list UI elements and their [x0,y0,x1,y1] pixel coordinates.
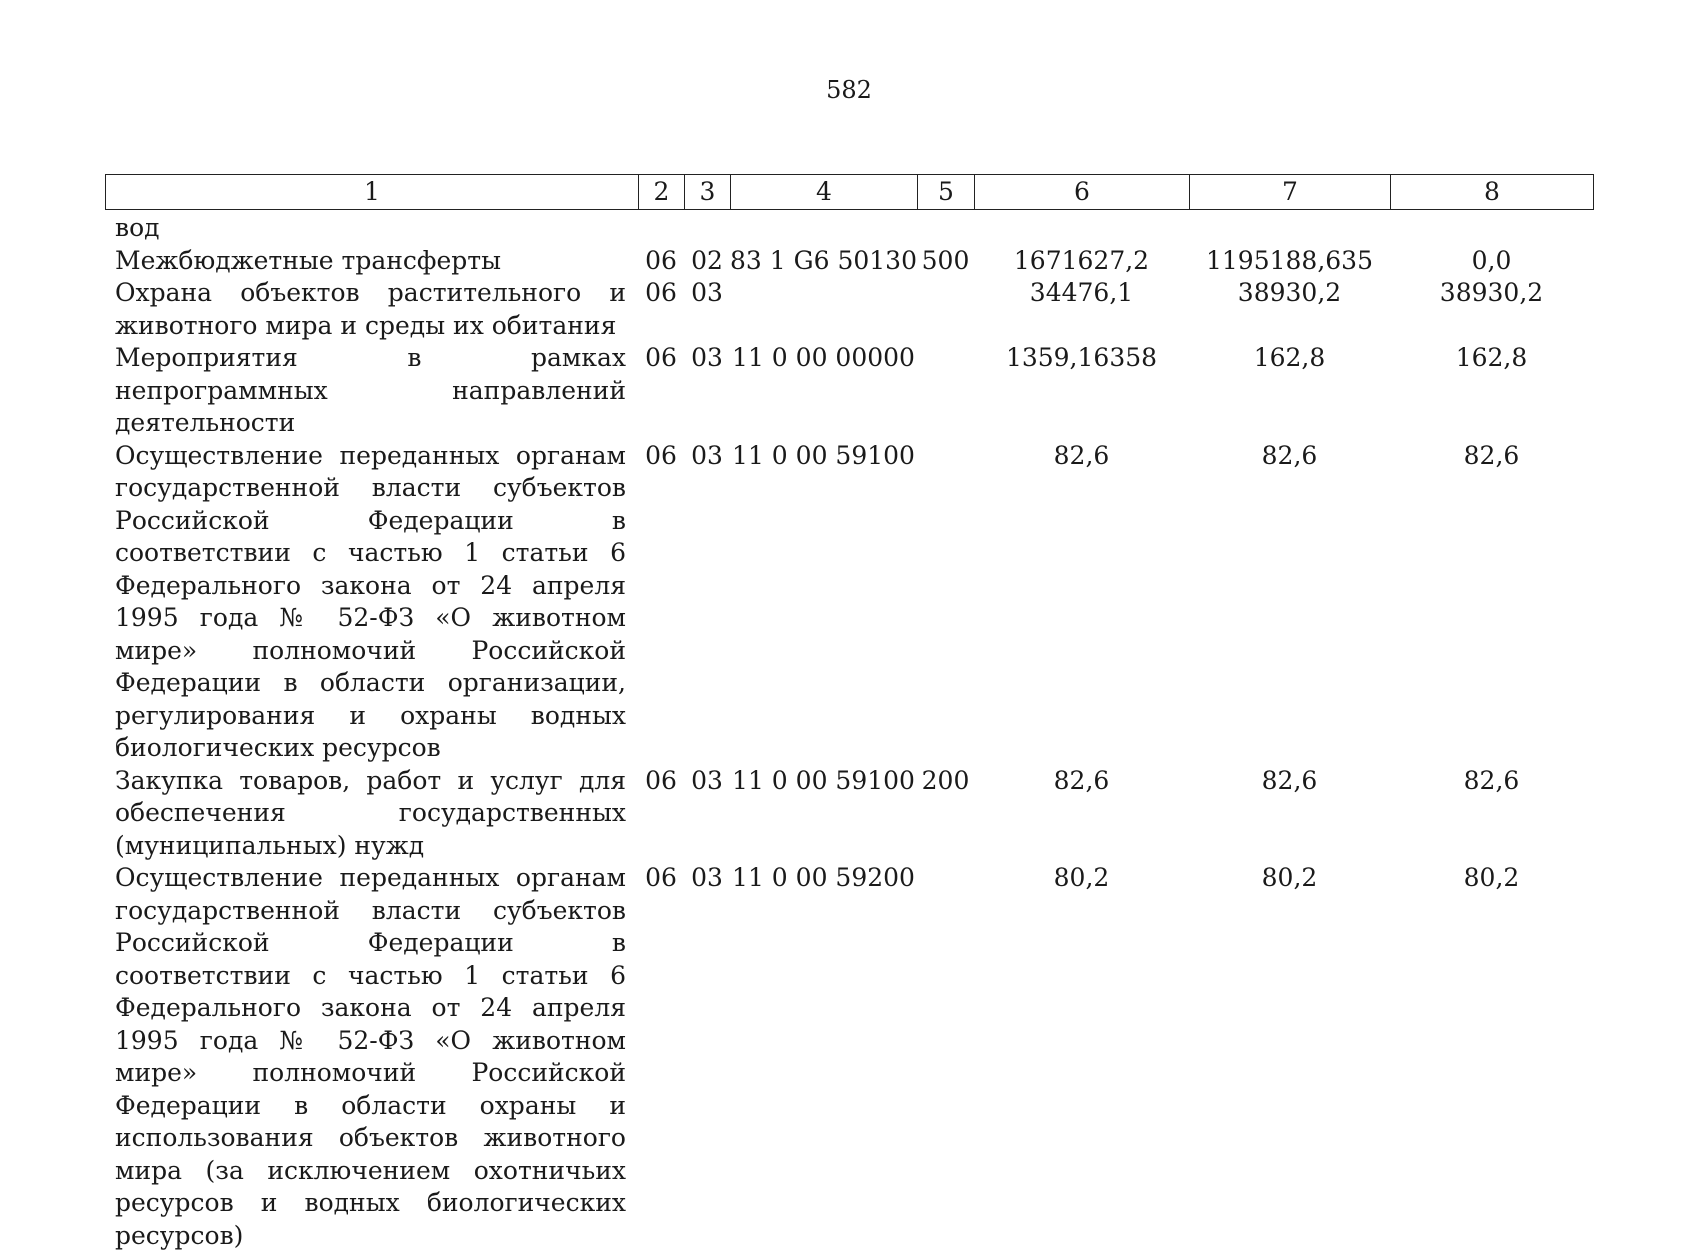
header-col-7: 7 [1190,175,1391,210]
amount-col-7: 80,2 [1261,863,1318,892]
section-code: 06 [645,278,677,307]
subsection-code: 03 [691,278,723,307]
subsection-code [684,212,730,245]
target-article: 11 0 00 59200 [732,863,915,892]
amount-col-8: 162,8 [1455,343,1528,372]
expense-type: 200 [921,765,970,795]
amount-col-7: 162,8 [1253,343,1326,372]
target-article [730,277,917,342]
table-row [105,277,1593,342]
expense-type [917,862,974,1252]
amount-col-8 [1390,212,1593,245]
header-col-2: 2 [639,175,685,210]
subsection-code: 02 [691,245,723,275]
amount-col-6: 80,2 [1053,863,1110,892]
target-article [730,212,917,245]
table-row [105,212,1593,245]
section-code: 06 [645,343,677,372]
amount-col-8: 38930,2 [1439,278,1544,307]
expense-type [917,342,974,440]
header-col-6: 6 [975,175,1190,210]
row-description: вод [115,213,160,242]
section-code: 06 [645,440,677,470]
amount-col-8: 82,6 [1463,440,1520,470]
target-article: 11 0 00 00000 [732,343,915,372]
amount-col-7: 82,6 [1261,440,1318,470]
table-row [105,765,1593,863]
amount-col-6: 1671627,2 [1013,245,1150,275]
subsection-code: 03 [691,863,723,892]
amount-col-6: 82,6 [1053,765,1110,795]
section-code: 06 [645,765,677,795]
target-article: 83 1 G6 50130 [730,245,917,275]
expense-type [917,277,974,342]
expense-type [917,212,974,245]
table-row [105,245,1593,278]
row-description: Закупка товаров, работ и услуг для обеспечения государственных (муниципальных) нужд [115,765,626,860]
target-article: 11 0 00 59100 [732,765,915,795]
amount-col-6: 82,6 [1053,440,1110,470]
row-description: Мероприятия в рамках непрограммных направлений деятельности [115,343,626,437]
section-code [638,212,684,245]
expense-type [917,440,974,765]
page-number: 582 [826,76,872,104]
column-number-header [105,174,1594,210]
amount-col-8: 82,6 [1463,765,1520,795]
target-article: 11 0 00 59100 [732,440,915,470]
amount-col-8: 80,2 [1463,863,1520,892]
header-col-1: 1 [106,175,639,210]
row-description: Осуществление переданных органам государственной власти субъектов Российской Федерации в соответствии с частью 1 статьи 6 Федерального закона от 24 апреля 1995 года № 52-ФЗ «О животном мире» полномочий Российской Федерации в области охраны и использования объектов животного мира (за исключением охотничьих ресурсов и водных биологических ресурсов) [115,863,626,1250]
table-row [105,862,1593,1252]
header-col-5: 5 [918,175,975,210]
subsection-code: 03 [691,765,723,795]
expense-type: 500 [921,245,970,275]
amount-col-7 [1189,212,1390,245]
section-code: 06 [645,245,677,275]
amount-col-6: 1359,16358 [1005,343,1158,372]
amount-col-7: 82,6 [1261,765,1318,795]
amount-col-8: 0,0 [1471,245,1512,275]
row-description: Охрана объектов растительного и животного мира и среды их обитания [115,278,626,340]
table-row [105,342,1593,440]
header-col-4: 4 [731,175,918,210]
section-code: 06 [645,863,677,892]
table-row [105,440,1593,765]
row-description: Осуществление переданных органам государственной власти субъектов Российской Федерации в соответствии с частью 1 статьи 6 Федерального закона от 24 апреля 1995 года № 52-ФЗ «О животном мире» полномочий Российской Федерации в области организации, регулирования и охраны водных биологических ресурсов [115,440,626,762]
subsection-code: 03 [691,343,723,372]
header-col-3: 3 [685,175,731,210]
amount-col-6: 34476,1 [1029,278,1134,307]
amount-col-6 [974,212,1189,245]
subsection-code: 03 [691,440,723,470]
row-description: Межбюджетные трансферты [115,245,502,275]
budget-table [105,212,1593,1252]
amount-col-7: 38930,2 [1237,278,1342,307]
header-col-8: 8 [1391,175,1594,210]
amount-col-7: 1195188,635 [1205,245,1373,275]
